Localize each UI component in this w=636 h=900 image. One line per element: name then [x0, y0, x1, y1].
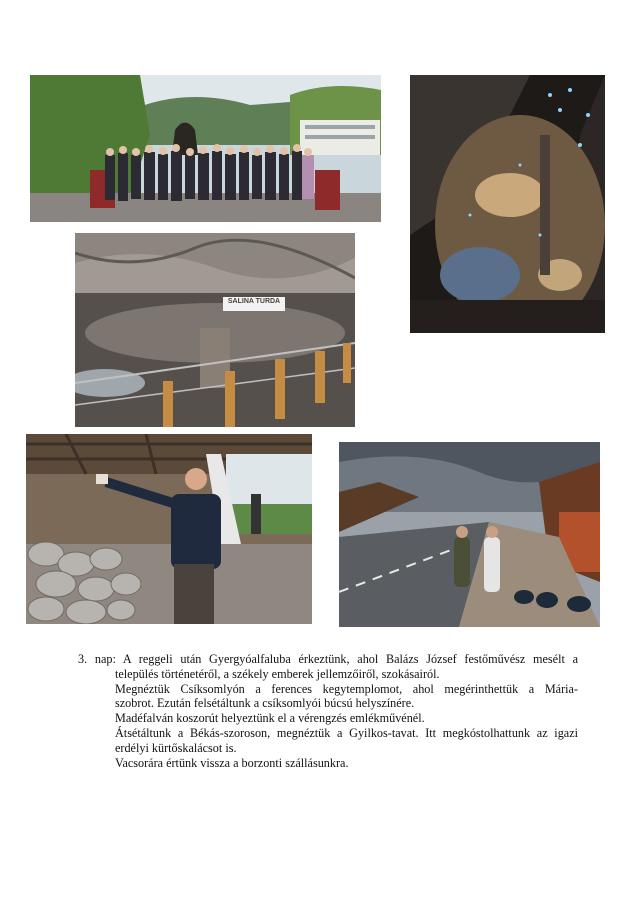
- street-with-wooden-stalls: [339, 442, 600, 627]
- salina-turda-sign: [75, 233, 355, 427]
- day3-line-1: 3. nap: A reggeli után Gyergyóalfaluba érkeztünk, ahol Balázs József festőművész mesélt a: [78, 652, 578, 666]
- guide-holding-salt-crystal: [26, 434, 312, 624]
- salt-mine-interior-overview: [410, 75, 605, 333]
- day3-line-5: Madéfalván koszorút helyeztünk el a vérengzés emlékművénél.: [115, 711, 425, 726]
- day3-line-6: Átsétáltunk a Békás-szoroson, megnéztük a Gyilkos-tavat. Itt megkóstolhattunk az igazi: [115, 725, 578, 740]
- day3-line-3: Megnéztük Csíksomlyón a ferences kegytemplomot, ahol megérinthettük a Mária-: [115, 681, 578, 696]
- group-photo-park: [30, 75, 381, 222]
- sign-text: SALINA TURDA: [227, 298, 281, 305]
- day3-line-2: település történetéről, a székely emberek jellemzőiről, szokásairól.: [115, 666, 440, 681]
- day3-line-8: Vacsorára értünk vissza a borzonti szállásunkra.: [115, 755, 349, 770]
- day3-description: [78, 652, 578, 770]
- day3-label: 3. nap:: [78, 652, 116, 666]
- day3-line-4: szobrot. Ezután felsétáltunk a csíksomlyói búcsú helyszínére.: [115, 696, 415, 711]
- day3-line-7: erdélyi kürtőskalácsot is.: [115, 740, 237, 755]
